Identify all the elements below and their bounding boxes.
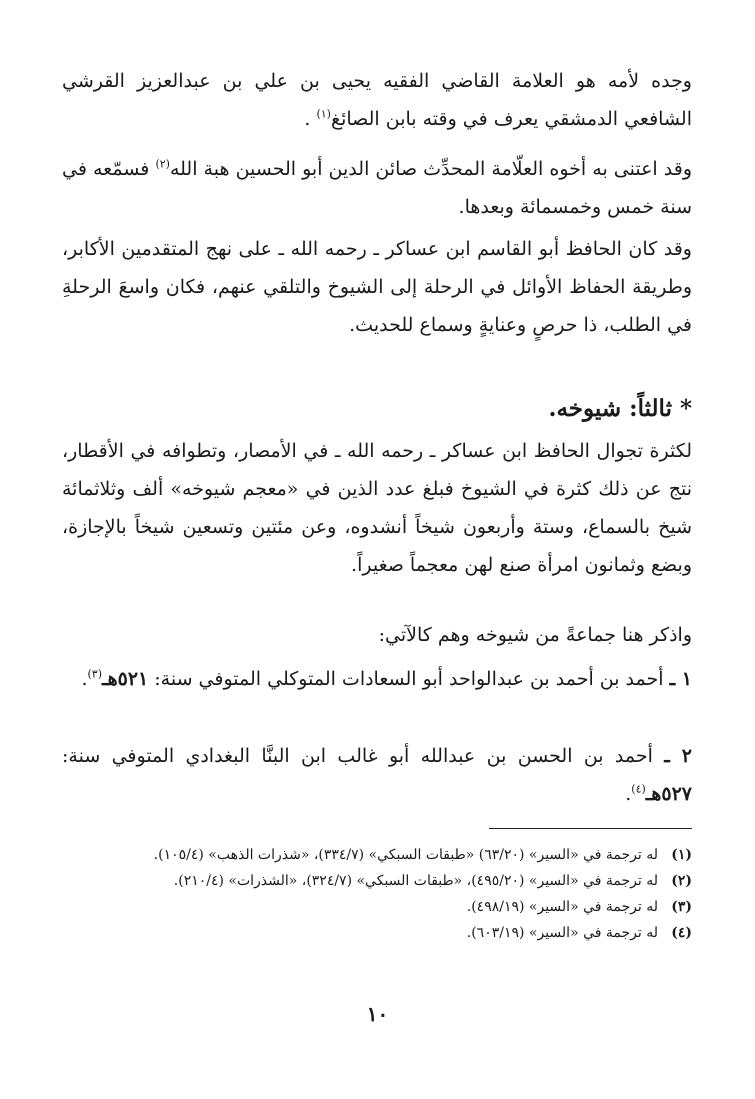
section-title: ثالثاً: شيوخه. xyxy=(548,395,672,422)
paragraph-text: وقد اعتنى به أخوه العلّامة المحدِّث صائن الدين أبو الحسين هبة الله xyxy=(169,158,693,180)
list-item xyxy=(62,660,692,698)
section-heading xyxy=(548,391,692,427)
paragraph-travels xyxy=(62,230,692,344)
page-number: ١٠ xyxy=(366,1002,389,1026)
footnote-label: (٣) xyxy=(671,899,692,915)
footnote xyxy=(62,920,692,946)
footnote xyxy=(62,842,692,868)
item-tail: . xyxy=(81,668,88,690)
footnote-text: له ترجمة في «السير» (٤٩٥/٢٠)، «طبقات السبكي» (٣٢٤/٧)، «الشذرات» (٢١٠/٤). xyxy=(173,873,658,889)
paragraph-text: وجده لأمه هو العلامة القاضي الفقيه يحيى بن علي بن عبدالعزيز القرشي الشافعي الدمشقي يعرف في وقته بابن الصائغ xyxy=(62,70,692,130)
footnote-label: (٤) xyxy=(671,925,692,941)
paragraph-grandfather xyxy=(62,62,692,138)
paragraph-tail: فسمّعه في سنة خمس وخمسمائة وبعدها. xyxy=(62,158,692,218)
footnotes-list xyxy=(62,842,692,946)
item-year: ٥٢١هـ xyxy=(102,668,149,690)
item-text: أحمد بن الحسن بن عبدالله أبو غالب ابن البنَّا البغدادي المتوفي سنة: xyxy=(62,745,653,767)
footnote xyxy=(62,894,692,920)
footnote-ref-2[interactable]: (٢) xyxy=(155,157,170,171)
item-number: ١ ـ xyxy=(669,668,692,690)
star-icon: * xyxy=(679,395,692,422)
paragraph-teachers-count xyxy=(62,432,692,584)
paragraph-brother xyxy=(62,150,692,226)
list-item xyxy=(62,737,692,813)
item-tail: . xyxy=(625,783,632,805)
item-number: ٢ ـ xyxy=(664,745,692,767)
paragraph-tail: . xyxy=(304,108,311,130)
paragraph-text: لكثرة تجوال الحافظ ابن عساكر ـ رحمه الله ـ في الأمصار، وتطوافه في الأقطار، نتج عن ذلك كثرة في الشيوخ فبلغ عدد الذين في «معجم شيوخه» ألف وثلاثمائة شيخ بالسماع، وستة وأربعون شيخاً أنشدوه، وعن مئتين وتسعين شيخاً بالإجازة، وبضع وثمانون امرأة صنع لهن معجماً صغيراً. xyxy=(62,440,692,576)
footnote-label: (٢) xyxy=(671,873,692,889)
footnote-label: (١) xyxy=(671,847,692,863)
footnote-text: له ترجمة في «السير» (٦٣/٢٠) «طبقات السبكي» (٣٣٤/٧)، «شذرات الذهب» (١٠٥/٤). xyxy=(153,847,658,863)
item-year: ٥٢٧هـ xyxy=(645,783,692,805)
footnote-ref-1[interactable]: (١) xyxy=(316,107,331,121)
footnote-text: له ترجمة في «السير» (٤٩٨/١٩). xyxy=(466,899,658,915)
footnote-divider xyxy=(489,828,692,829)
paragraph-teachers-intro xyxy=(62,616,692,654)
footnote-ref-3[interactable]: (٣) xyxy=(87,667,103,681)
paragraph-text: وقد كان الحافظ أبو القاسم ابن عساكر ـ رحمه الله ـ على نهج المتقدمين الأكابر، وطريقة الحفاظ الأوائل في الرحلة إلى الشيوخ والتلقي عنهم، فكان واسعَ الرحلةِ في الطلب، ذا حرصٍ وعنايةٍ وسماع للحديث. xyxy=(62,238,692,336)
footnote xyxy=(62,868,692,894)
footnote-text: له ترجمة في «السير» (٦٠٣/١٩). xyxy=(466,925,658,941)
item-text: أحمد بن أحمد بن عبدالواحد أبو السعادات المتوكلي المتوفي سنة: xyxy=(154,668,664,690)
footnote-ref-4[interactable]: (٤) xyxy=(631,782,646,796)
paragraph-text: واذكر هنا جماعةً من شيوخه وهم كالآتي: xyxy=(378,624,692,646)
